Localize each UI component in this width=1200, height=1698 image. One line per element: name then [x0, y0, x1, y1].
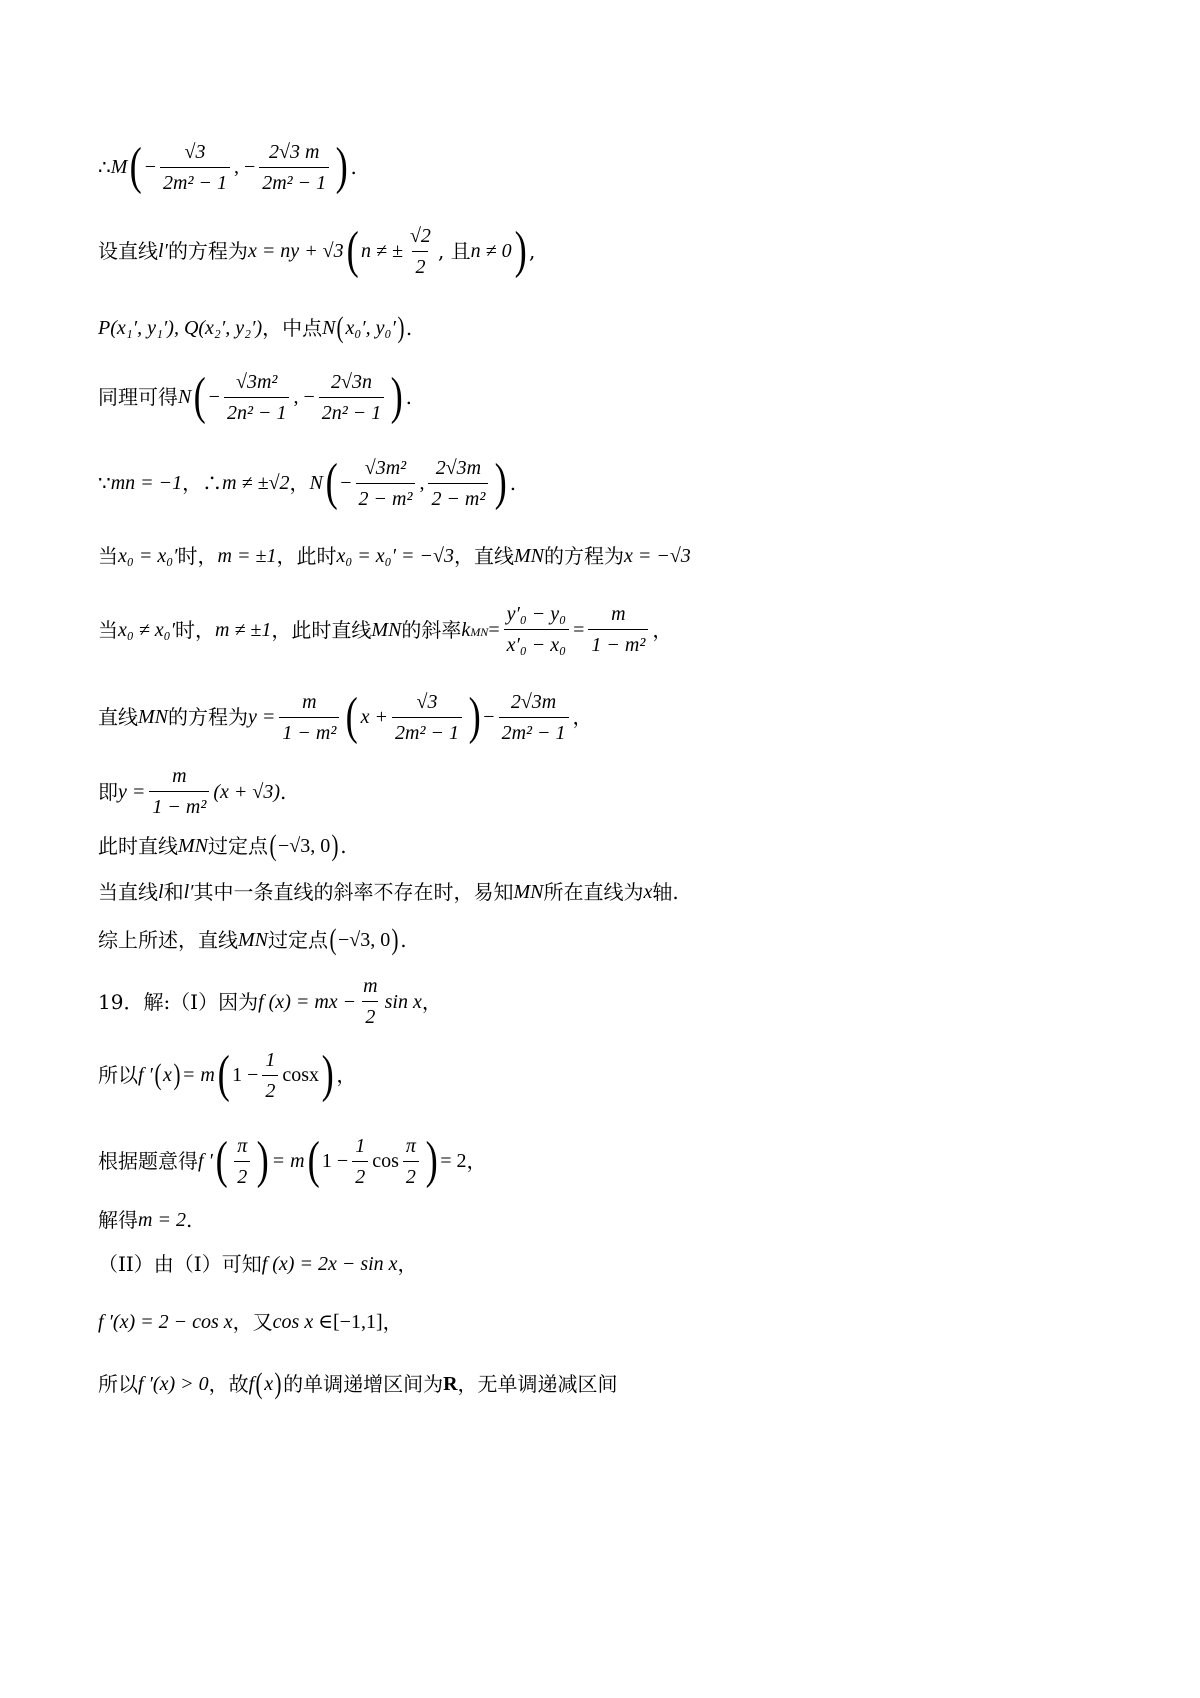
line-6 — [98, 544, 1118, 568]
point-n: N — [178, 386, 192, 409]
text: ，此时直线 — [271, 617, 372, 642]
text: ，中点 — [262, 316, 323, 340]
left-paren: ( — [269, 829, 277, 862]
minus-sign: − — [208, 386, 220, 409]
text: ， — [289, 471, 310, 496]
line-17 — [98, 1252, 1118, 1276]
comma: ， — [421, 989, 442, 1014]
fraction-ny — [319, 370, 385, 425]
numerator: m — [302, 690, 317, 713]
text: 当 — [98, 617, 118, 642]
denominator: 2 − m² — [428, 483, 488, 511]
right-paren: ) — [331, 829, 339, 862]
derivative-def: f ′(x) = 2 − cos x — [98, 1311, 233, 1333]
text: 的斜率 — [401, 617, 462, 642]
text: 所以 — [98, 1063, 138, 1088]
line-13 — [98, 974, 1118, 1029]
period: . — [340, 834, 347, 858]
right-paren: ) — [468, 688, 481, 745]
interval: [−1,1] — [333, 1311, 383, 1333]
therefore-symbol: ∴ — [98, 155, 111, 180]
text: 所在直线为 — [543, 880, 644, 904]
numerator: m — [172, 765, 187, 787]
text: 解得 — [98, 1208, 138, 1232]
minus-sign: − — [144, 156, 157, 179]
condition: mn = −1 — [110, 472, 183, 495]
period: . — [509, 471, 517, 496]
text: 当直线 — [98, 880, 158, 904]
denominator: 2 — [403, 1161, 419, 1189]
line-8 — [98, 686, 1118, 748]
fraction-pi-over-2 — [234, 1134, 250, 1189]
line-mn: MN — [513, 545, 544, 567]
text: 当 — [98, 544, 118, 568]
line-equation: x = ny + √3 — [247, 240, 344, 263]
left-paren: ( — [345, 688, 359, 745]
fixed-point: −√3, 0 — [338, 929, 391, 951]
period: . — [279, 779, 287, 804]
comma: ， — [382, 1310, 403, 1334]
left-paren: ( — [193, 368, 207, 425]
numerator: 1 — [265, 1048, 276, 1071]
minus-sign: − — [340, 472, 352, 495]
equals-m: = m — [271, 1150, 305, 1173]
period: . — [185, 1208, 193, 1232]
text: , 且 — [437, 239, 471, 264]
line-11 — [98, 880, 1118, 904]
fraction-half — [262, 1048, 278, 1103]
numerator: 2√3m — [435, 456, 482, 479]
comma-minus: , − — [233, 156, 256, 179]
text: ，故 — [208, 1372, 249, 1396]
condition: m = ±1 — [217, 545, 277, 567]
function-def: f (x) = 2x − sin x — [261, 1253, 398, 1275]
text: 同理可得 — [98, 385, 178, 410]
denominator: 2n² − 1 — [319, 397, 385, 425]
left-paren: ( — [255, 1367, 263, 1400]
cos-range: cos x ∈ — [272, 1311, 334, 1333]
line-mn: MN — [238, 929, 268, 951]
fraction-ny — [428, 456, 488, 511]
function-f: f — [248, 1373, 255, 1395]
comma: ， — [466, 1149, 487, 1174]
numerator: √3m² — [235, 370, 278, 393]
numerator: √3m² — [364, 456, 407, 479]
fraction-slope — [279, 690, 339, 745]
x-axis-label: x — [643, 881, 653, 903]
coords: x₀′, y₀′ — [345, 317, 396, 339]
fixed-point: −√3, 0 — [278, 835, 331, 857]
text: 根据题意得 — [98, 1149, 198, 1174]
text: 时， — [177, 544, 218, 568]
real-numbers: R — [443, 1373, 458, 1395]
comma: ， — [652, 617, 673, 642]
text: 和 — [163, 880, 184, 904]
text: ，∴ — [182, 471, 223, 496]
text: ，无单调递减区间 — [457, 1372, 618, 1396]
line-mn: MN — [178, 835, 208, 857]
slope-k: k — [461, 618, 471, 641]
left-paren: ( — [346, 222, 359, 279]
denominator: 2n² − 1 — [224, 397, 290, 425]
numerator: m — [363, 975, 378, 997]
right-paren: ) — [397, 311, 405, 344]
derivative: f ′ — [198, 1150, 213, 1173]
line-15 — [98, 1130, 1118, 1192]
part-2-heading: （II）由（I）可知 — [98, 1252, 262, 1276]
sin-term: sin x — [384, 990, 422, 1013]
numerator: √2 — [409, 224, 431, 247]
text: ，又 — [232, 1310, 273, 1334]
fraction-pi-over-2 — [403, 1134, 419, 1189]
text: 的单调递增区间为 — [283, 1372, 444, 1396]
line-2 — [98, 220, 1118, 282]
denominator: x′₀ − x₀ — [504, 629, 570, 657]
denominator: 1 − m² — [588, 629, 648, 657]
period: . — [350, 155, 357, 180]
condition: x₀ = x₀′ — [118, 545, 178, 567]
comma: ， — [572, 705, 593, 730]
text: 轴. — [652, 880, 679, 904]
denominator: 1 − m² — [149, 791, 209, 819]
condition: n ≠ 0 — [470, 240, 512, 263]
equation: x = −√3 — [623, 545, 691, 567]
fraction-offset — [392, 690, 462, 745]
fraction-intercept — [499, 690, 569, 745]
point-n: N — [322, 317, 336, 339]
denominator: 2 — [262, 1075, 278, 1103]
condition: x₀ ≠ x₀′ — [118, 618, 176, 641]
text: ，此时 — [276, 544, 337, 568]
period: . — [405, 385, 412, 410]
text: 综上所述，直线 — [98, 928, 238, 952]
text: 过定点 — [208, 834, 268, 858]
points-pq: P(x₁′, y₁′), Q(x₂′, y₂′) — [98, 317, 263, 339]
line-mn: MN — [138, 706, 168, 729]
left-paren: ( — [329, 923, 337, 956]
numerator: 1 — [355, 1134, 366, 1157]
left-paren: ( — [215, 1132, 228, 1189]
derivative-positive: f ′(x) > 0 — [138, 1373, 209, 1395]
right-paren: ) — [274, 1367, 282, 1400]
numerator: m — [611, 603, 626, 625]
line-l-prime: l′ — [183, 881, 194, 903]
right-paren: ) — [514, 222, 527, 279]
period: . — [405, 316, 413, 340]
condition: m ≠ ±√2 — [222, 472, 290, 495]
point-m: M — [110, 156, 128, 179]
equals-m: = m — [181, 1064, 215, 1087]
because-symbol: ∵ — [98, 471, 111, 496]
line-l-prime: l′ — [158, 240, 168, 263]
period: . — [400, 928, 407, 952]
text: 的方程为 — [168, 705, 248, 730]
var-x: x — [264, 1373, 274, 1395]
numerator: 2√3m — [510, 690, 557, 713]
line-5 — [98, 452, 1118, 514]
denominator: 2 — [412, 251, 428, 279]
text: 设直线 — [98, 239, 158, 264]
denominator: 2m² − 1 — [392, 717, 462, 745]
derivative: f ′ — [138, 1064, 153, 1087]
fraction-m-over-2 — [360, 974, 380, 1029]
point-n: N — [309, 472, 323, 495]
equals: = — [488, 618, 500, 641]
condition: m ≠ ±1 — [215, 618, 272, 641]
y-equals: y = — [248, 706, 276, 729]
text: 其中一条直线的斜率不存在时，易知 — [193, 880, 514, 904]
fraction-my — [259, 140, 329, 195]
denominator: 2m² − 1 — [499, 717, 569, 745]
result: m = 2 — [138, 1209, 186, 1231]
line-3 — [98, 310, 1118, 346]
right-paren: ) — [335, 138, 348, 195]
cos-label: cos — [372, 1150, 399, 1173]
line-18 — [98, 1310, 1118, 1334]
line-9 — [98, 764, 1118, 819]
right-paren: ) — [391, 923, 399, 956]
text: 时， — [175, 617, 216, 642]
one-minus: 1 − — [321, 1150, 349, 1173]
x-plus: x + — [360, 706, 389, 729]
left-paren: ( — [217, 1046, 230, 1103]
line-16 — [98, 1208, 1118, 1232]
fraction-root2-over-2 — [407, 224, 434, 279]
denominator: 2m² − 1 — [160, 167, 230, 195]
right-paren: ) — [425, 1132, 438, 1189]
fraction-nx — [356, 456, 416, 511]
fraction-nx — [224, 370, 290, 425]
fraction-slope-2 — [588, 602, 648, 657]
function-def: f (x) = mx − — [258, 990, 357, 1013]
left-paren: ( — [130, 138, 143, 195]
line-10 — [98, 828, 1118, 864]
var-x: x — [162, 1064, 172, 1087]
comma: ， — [397, 1252, 418, 1276]
fraction-half — [352, 1134, 368, 1189]
line-mn: MN — [513, 881, 544, 903]
denominator: 2 − m² — [356, 483, 416, 511]
one-minus: 1 − — [232, 1064, 259, 1087]
minus-sign: − — [483, 706, 495, 729]
comma: , — [528, 239, 536, 264]
numerator: π — [237, 1134, 248, 1157]
text: ，直线 — [453, 544, 514, 568]
problem-19-heading: 19．解:（I）因为 — [98, 989, 259, 1014]
numerator: π — [405, 1134, 416, 1157]
line-mn: MN — [371, 618, 402, 641]
text: 所以 — [98, 1372, 138, 1396]
right-paren: ) — [173, 1058, 181, 1092]
numerator: √3 — [184, 140, 206, 163]
line-l: l — [158, 881, 164, 903]
condition: n ≠ ± — [361, 240, 403, 263]
text: 直线 — [98, 705, 138, 730]
text: 过定点 — [268, 928, 328, 952]
denominator: 2 — [362, 1001, 378, 1029]
comma-minus: , − — [293, 386, 315, 409]
left-paren: ( — [336, 311, 344, 344]
denominator: 2m² − 1 — [259, 167, 329, 195]
fraction-mx — [160, 140, 230, 195]
denominator: 1 − m² — [279, 717, 339, 745]
result: = 2 — [440, 1150, 467, 1173]
cos-term: cosx — [282, 1064, 320, 1087]
numerator: y′₀ − y₀ — [506, 603, 567, 625]
right-paren: ) — [494, 454, 508, 511]
text: 的方程为 — [167, 239, 248, 264]
condition: x₀ = x₀′ = −√3 — [336, 545, 454, 567]
line-7 — [98, 602, 1118, 657]
y-equals: y = — [118, 780, 146, 803]
factor: (x + √3) — [213, 780, 280, 803]
numerator: √3 — [416, 690, 438, 713]
left-paren: ( — [325, 454, 338, 511]
right-paren: ) — [390, 368, 403, 425]
numerator: 2√3 m — [268, 140, 320, 163]
numerator: 2√3n — [330, 370, 372, 393]
fraction-slope — [149, 764, 209, 819]
text: 的方程为 — [543, 544, 624, 568]
line-14 — [98, 1044, 1118, 1106]
left-paren: ( — [307, 1132, 320, 1189]
right-paren: ) — [321, 1046, 334, 1103]
fraction-slope-1 — [504, 602, 570, 657]
line-1 — [98, 136, 1118, 198]
denominator: 2 — [234, 1161, 250, 1189]
line-19 — [98, 1366, 1118, 1402]
text: 即 — [98, 779, 118, 804]
comma: ， — [336, 1063, 357, 1088]
left-paren: ( — [154, 1058, 162, 1092]
line-12 — [98, 922, 1118, 958]
text: 此时直线 — [98, 834, 178, 858]
equals: = — [573, 618, 585, 641]
slope-subscript: MN — [470, 624, 489, 639]
line-4 — [98, 366, 1118, 428]
right-paren: ) — [256, 1132, 270, 1189]
comma: , — [419, 472, 425, 495]
denominator: 2 — [352, 1161, 368, 1189]
